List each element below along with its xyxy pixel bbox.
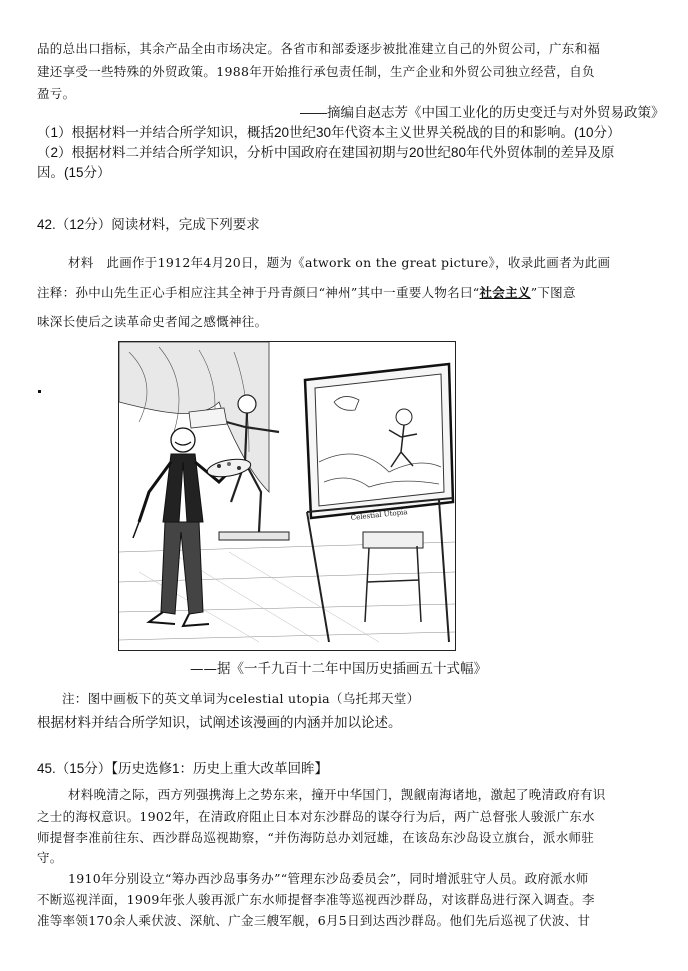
q45-paragraph-2-line-3: 准等率领170余人乘伏波、深航、广金三艘军舰，6月5日到达西沙群岛。他们先后巡视了伏波、甘 [37,913,591,928]
q42-annotation-text: 注释：孙中山先生正心手相应注其全神于丹青颜曰“神州”其中一重要人物名曰“ [37,285,480,300]
q45-paragraph-2-line-2: 不断巡视洋面，1909年张人骏再派广东水师提督李准等巡视西沙群岛，对该群岛进行深入调查。李 [37,892,595,907]
figure-caption: ——据《一千九百十二年中国历史插画五十式幅》 [190,661,487,677]
question-41-part-1: （1）根据材料一并结合所学知识，概括20世纪30年代资本主义世界关税战的目的和影响。(10分） [37,125,621,140]
question-45-heading: 45.（15分）【历史选修1：历史上重大改革回眸】 [37,761,329,776]
q42-annotation-end: ”下图意 [530,285,576,300]
q42-material-line-3: 味深长使后之读革命史者闻之感慨神往。 [37,314,268,329]
cartoon-drawing [119,342,455,650]
material-2-source: ——摘编自赵志芳《中国工业化的历史变迁与对外贸易政策》 [300,105,665,120]
q42-material-line-1: 材料 此画作于1912年4月20日，题为《atwork on the great picture》，收录此画者为此画 [68,255,611,270]
q45-paragraph-2-line-1: 1910年分别设立“筹办西沙岛事务办”“管理东沙岛委员会”，同时增派驻守人员。政府派水师 [68,871,589,886]
q42-material-line-2 [37,284,576,302]
q42-underlined-term: 社会主义 [479,285,531,300]
question-42-heading: 42.（12分）阅读材料，完成下列要求 [37,217,260,232]
stray-mark [38,390,41,393]
q45-paragraph-1-line-4: 守。 [37,850,63,865]
material-2-line-1: 品的总出口指标，其余产品全由市场决定。各省市和部委逐步被批准建立自己的外贸公司，广东和福 [37,41,601,56]
material-2-line-2: 建还享受一些特殊的外贸政策。1988年开始推行承包责任制，生产企业和外贸公司独立经营，自负 [37,64,595,79]
question-41-part-2-line-2: 因。(15分） [37,165,111,180]
material-2-line-3: 盈亏。 [37,86,76,101]
painting-label: Celestial Utopia [350,508,408,522]
question-42-task: 根据材料并结合所学知识，试阐述该漫画的内涵并加以论述。 [37,715,402,730]
question-41-part-2-line-1: （2）根据材料二并结合所学知识，分析中国政府在建国初期与20世纪80年代外贸体制的差异及原 [37,145,615,160]
cartoon-illustration [118,341,456,651]
q45-paragraph-1-line-3: 师提督李准前往东、西沙群岛巡视勘察，“并伤海防总办刘冠雄，在该岛东沙岛设立旗台，派水师驻 [37,830,595,845]
figure-note: 注：图中画板下的英文单词为celestial utopia（乌托邦天堂） [62,691,420,706]
q45-paragraph-1-line-2: 之士的海权意识。1902年，在清政府阻止日本对东沙群岛的谋夺行为后，两广总督张人骏派广东水 [37,809,595,824]
q45-paragraph-1-line-1: 材料晚清之际，西方列强携海上之势东来，撞开中华国门，觊觎南海诸地，激起了晚清政府有识 [68,787,606,802]
